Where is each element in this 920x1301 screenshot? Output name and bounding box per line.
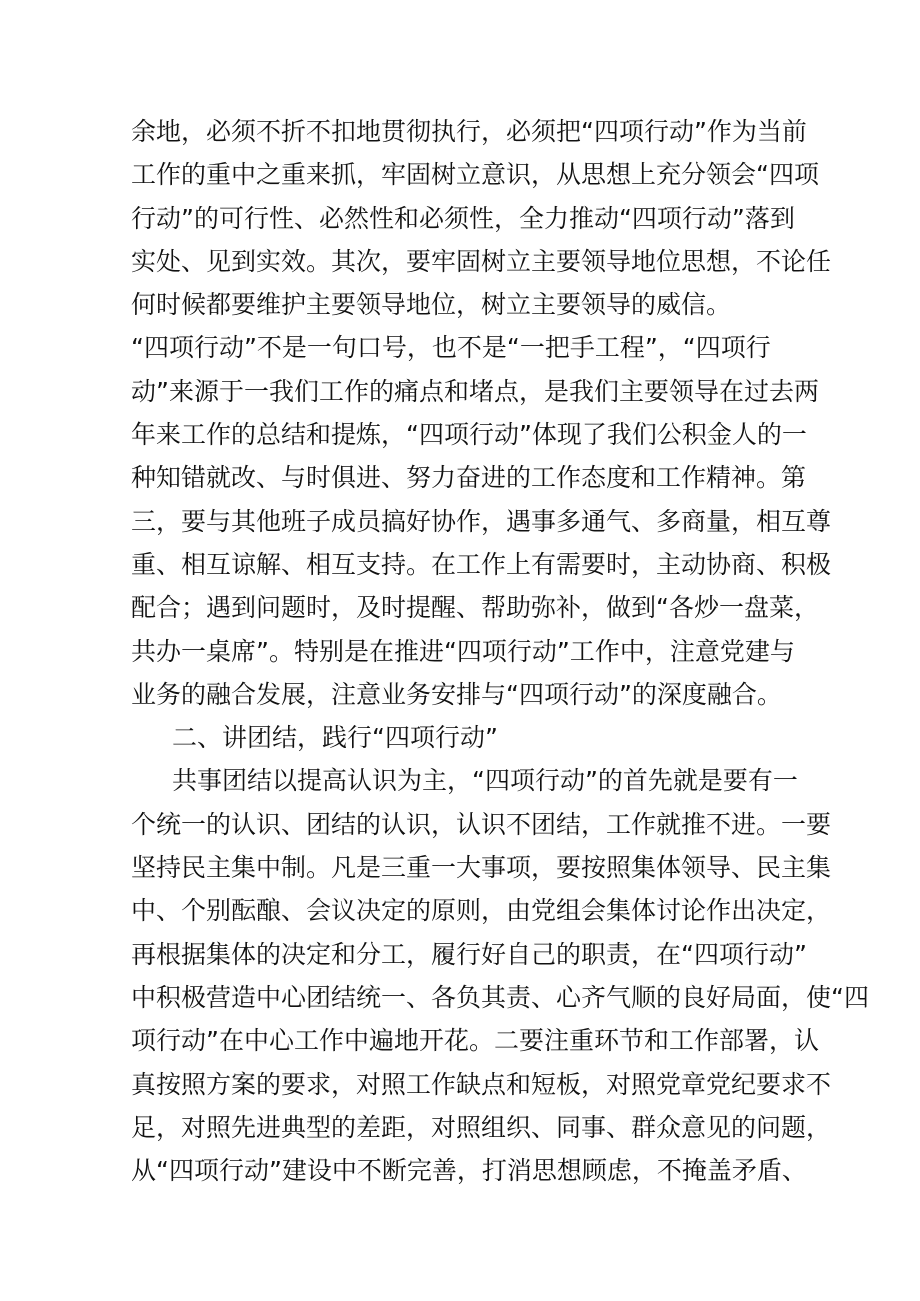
section-heading: 二、讲团结，践行“四项行动”: [172, 723, 498, 753]
text-line: 年来工作的总结和提炼，“四项行动”体现了我们公积金人的一: [131, 420, 807, 450]
text-line: 再根据集体的决定和分工，履行好自己的职责，在“四项行动”: [131, 939, 807, 969]
text-line: 从“四项行动”建设中不断完善，打消思想顾虑，不掩盖矛盾、: [131, 1156, 807, 1186]
text-line: 三，要与其他班子成员搞好协作，遇事多通气、多商量，相互尊: [131, 506, 832, 536]
text-line: 项行动”在中心工作中遍地开花。二要注重环节和工作部署，认: [131, 1026, 819, 1056]
text-line: 中、个别酝酿、会议决定的原则，由党组会集体讨论作出决定，: [131, 896, 832, 926]
text-line: 共办一桌席”。特别是在推进“四项行动”工作中，注意党建与: [131, 636, 795, 666]
text-line: 中积极营造中心团结统一、各负其责、心齐气顺的良好局面，使“四: [131, 982, 869, 1012]
paragraph-start-line: 共事团结以提高认识为主，“四项行动”的首先就是要有一: [172, 766, 798, 796]
text-line: 动”来源于一我们工作的痛点和堵点，是我们主要领导在过去两: [131, 376, 819, 406]
text-line: 重、相互谅解、相互支持。在工作上有需要时，主动协商、积极: [131, 549, 832, 579]
text-line: 个统一的认识、团结的认识，认识不团结，工作就推不进。一要: [131, 809, 832, 839]
text-line: 业务的融合发展，注意业务安排与“四项行动”的深度融合。: [131, 679, 782, 709]
text-line: 行动”的可行性、必然性和必须性，全力推动“四项行动”落到: [131, 203, 795, 233]
text-line: 工作的重中之重来抓，牢固树立意识，从思想上充分领会“四项: [131, 160, 819, 190]
body-text: [131, 110, 869, 1192]
text-line: 余地，必须不折不扣地贯彻执行，必须把“四项行动”作为当前: [131, 117, 807, 146]
text-line: 足，对照先进典型的差距，对照组织、同事、群众意见的问题，: [131, 1112, 832, 1142]
text-line: 种知错就改、与时俱进、努力奋进的工作态度和工作精神。第: [131, 463, 807, 493]
text-line: “四项行动”不是一句口号，也不是“一把手工程”，“四项行: [131, 333, 771, 363]
text-line: 坚持民主集中制。凡是三重一大事项，要按照集体领导、民主集: [131, 853, 832, 883]
text-line: 配合；遇到问题时，及时提醒、帮助弥补，做到“各炒一盘菜，: [131, 593, 819, 623]
text-line: 实处、见到实效。其次，要牢固树立主要领导地位思想，不论任: [131, 246, 832, 276]
text-line: 真按照方案的要求，对照工作缺点和短板，对照党章党纪要求不: [131, 1069, 832, 1099]
text-line: 何时候都要维护主要领导地位，树立主要领导的威信。: [131, 290, 732, 320]
